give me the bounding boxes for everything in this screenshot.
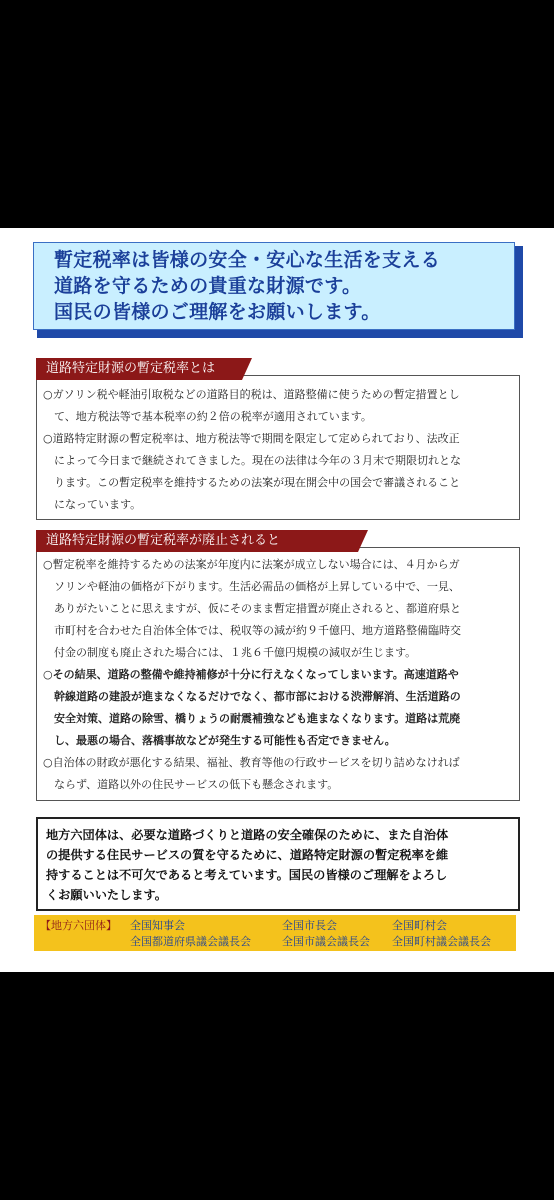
headline-line: 道路を守るための貴重な財源です。 <box>54 275 362 297</box>
org-name: 全国都道府県議会議長会 <box>130 935 251 948</box>
body-line: ソリンや軽油の価格が下がります。生活必需品の価格が上昇している中で、一見、 <box>43 580 460 593</box>
org-name: 全国町村会 <box>392 919 447 932</box>
headline-box <box>33 242 515 330</box>
section-title: 道路特定財源の暫定税率とは <box>36 358 242 380</box>
body-line: ありがたいことに思えますが、仮にそのまま暫定措置が廃止されると、都道府県と <box>43 602 461 615</box>
headline-shadow <box>37 246 523 338</box>
section-body <box>43 554 513 796</box>
org-name: 全国市議会議長会 <box>282 935 370 948</box>
section-abolition <box>36 533 520 801</box>
org-name: 全国町村議会議長会 <box>392 935 491 948</box>
body-line: ○道路特定財源の暫定税率は、地方税法等で期間を限定して定められており、法改正 <box>43 432 460 445</box>
body-line-bold: し、最悪の場合、落橋事故などが発生する可能性も否定できません。 <box>43 734 396 747</box>
section-definition <box>36 361 520 520</box>
org-name: 全国市長会 <box>282 919 337 932</box>
body-line-bold: ○その結果、道路の整備や維持補修が十分に行えなくなってしまいます。高速道路や <box>43 668 459 681</box>
body-line: ○ガソリン税や軽油引取税などの道路目的税は、道路整備に使うための暫定措置とし <box>43 388 460 401</box>
body-line-bold: 幹線道路の建設が進まなくなるだけでなく、都市部における渋滞解消、生活道路の <box>43 690 461 703</box>
headline-line: 国民の皆様のご理解をお願いします。 <box>54 301 381 323</box>
document-page <box>0 228 554 972</box>
headline-line: 暫定税率は皆様の安全・安心な生活を支える <box>54 249 441 271</box>
body-line: 付金の制度も廃止された場合には、１兆６千億円規模の減収が生じます。 <box>43 646 417 659</box>
body-line: ならず、道路以外の住民サービスの低下も懸念されます。 <box>43 778 339 791</box>
body-line: て、地方税法等で基本税率の約２倍の税率が適用されています。 <box>43 410 372 423</box>
body-line: 市町村を合わせた自治体全体では、税収等の減が約９千億円、地方道路整備臨時交 <box>43 624 461 637</box>
footer-organizations <box>34 915 516 951</box>
appeal-line: 地方六団体は、必要な道路づくりと道路の安全確保のために、また自治体 <box>46 828 449 842</box>
body-line: によって今日まで継続されてきました。現在の法律は今年の３月末で期限切れとな <box>43 454 461 467</box>
body-line: ○自治体の財政が悪化する結果、福祉、教育等他の行政サービスを切り詰めなければ <box>43 756 460 769</box>
section-title: 道路特定財源の暫定税率が廃止されると <box>36 530 358 552</box>
appeal-box <box>36 817 520 911</box>
body-line: になっています。 <box>43 498 142 511</box>
body-line-bold: 安全対策、道路の除雪、橋りょうの耐震補強なども進まなくなります。道路は荒廃 <box>43 712 461 725</box>
section-body <box>43 384 513 516</box>
body-line: ります。この暫定税率を維持するための法案が現在開会中の国会で審議されること <box>43 476 461 489</box>
appeal-line: の提供する住民サービスの質を守るために、道路特定財源の暫定税率を維 <box>46 848 449 862</box>
appeal-line: 持することは不可欠であると考えています。国民の皆様のご理解をよろし <box>46 868 448 882</box>
appeal-line: くお願いいたします。 <box>46 888 167 902</box>
body-line: ○暫定税率を維持するための法案が年度内に法案が成立しない場合には、４月からガ <box>43 558 460 571</box>
org-name: 全国知事会 <box>130 919 185 932</box>
footer-label: 【地方六団体】 <box>40 919 117 932</box>
